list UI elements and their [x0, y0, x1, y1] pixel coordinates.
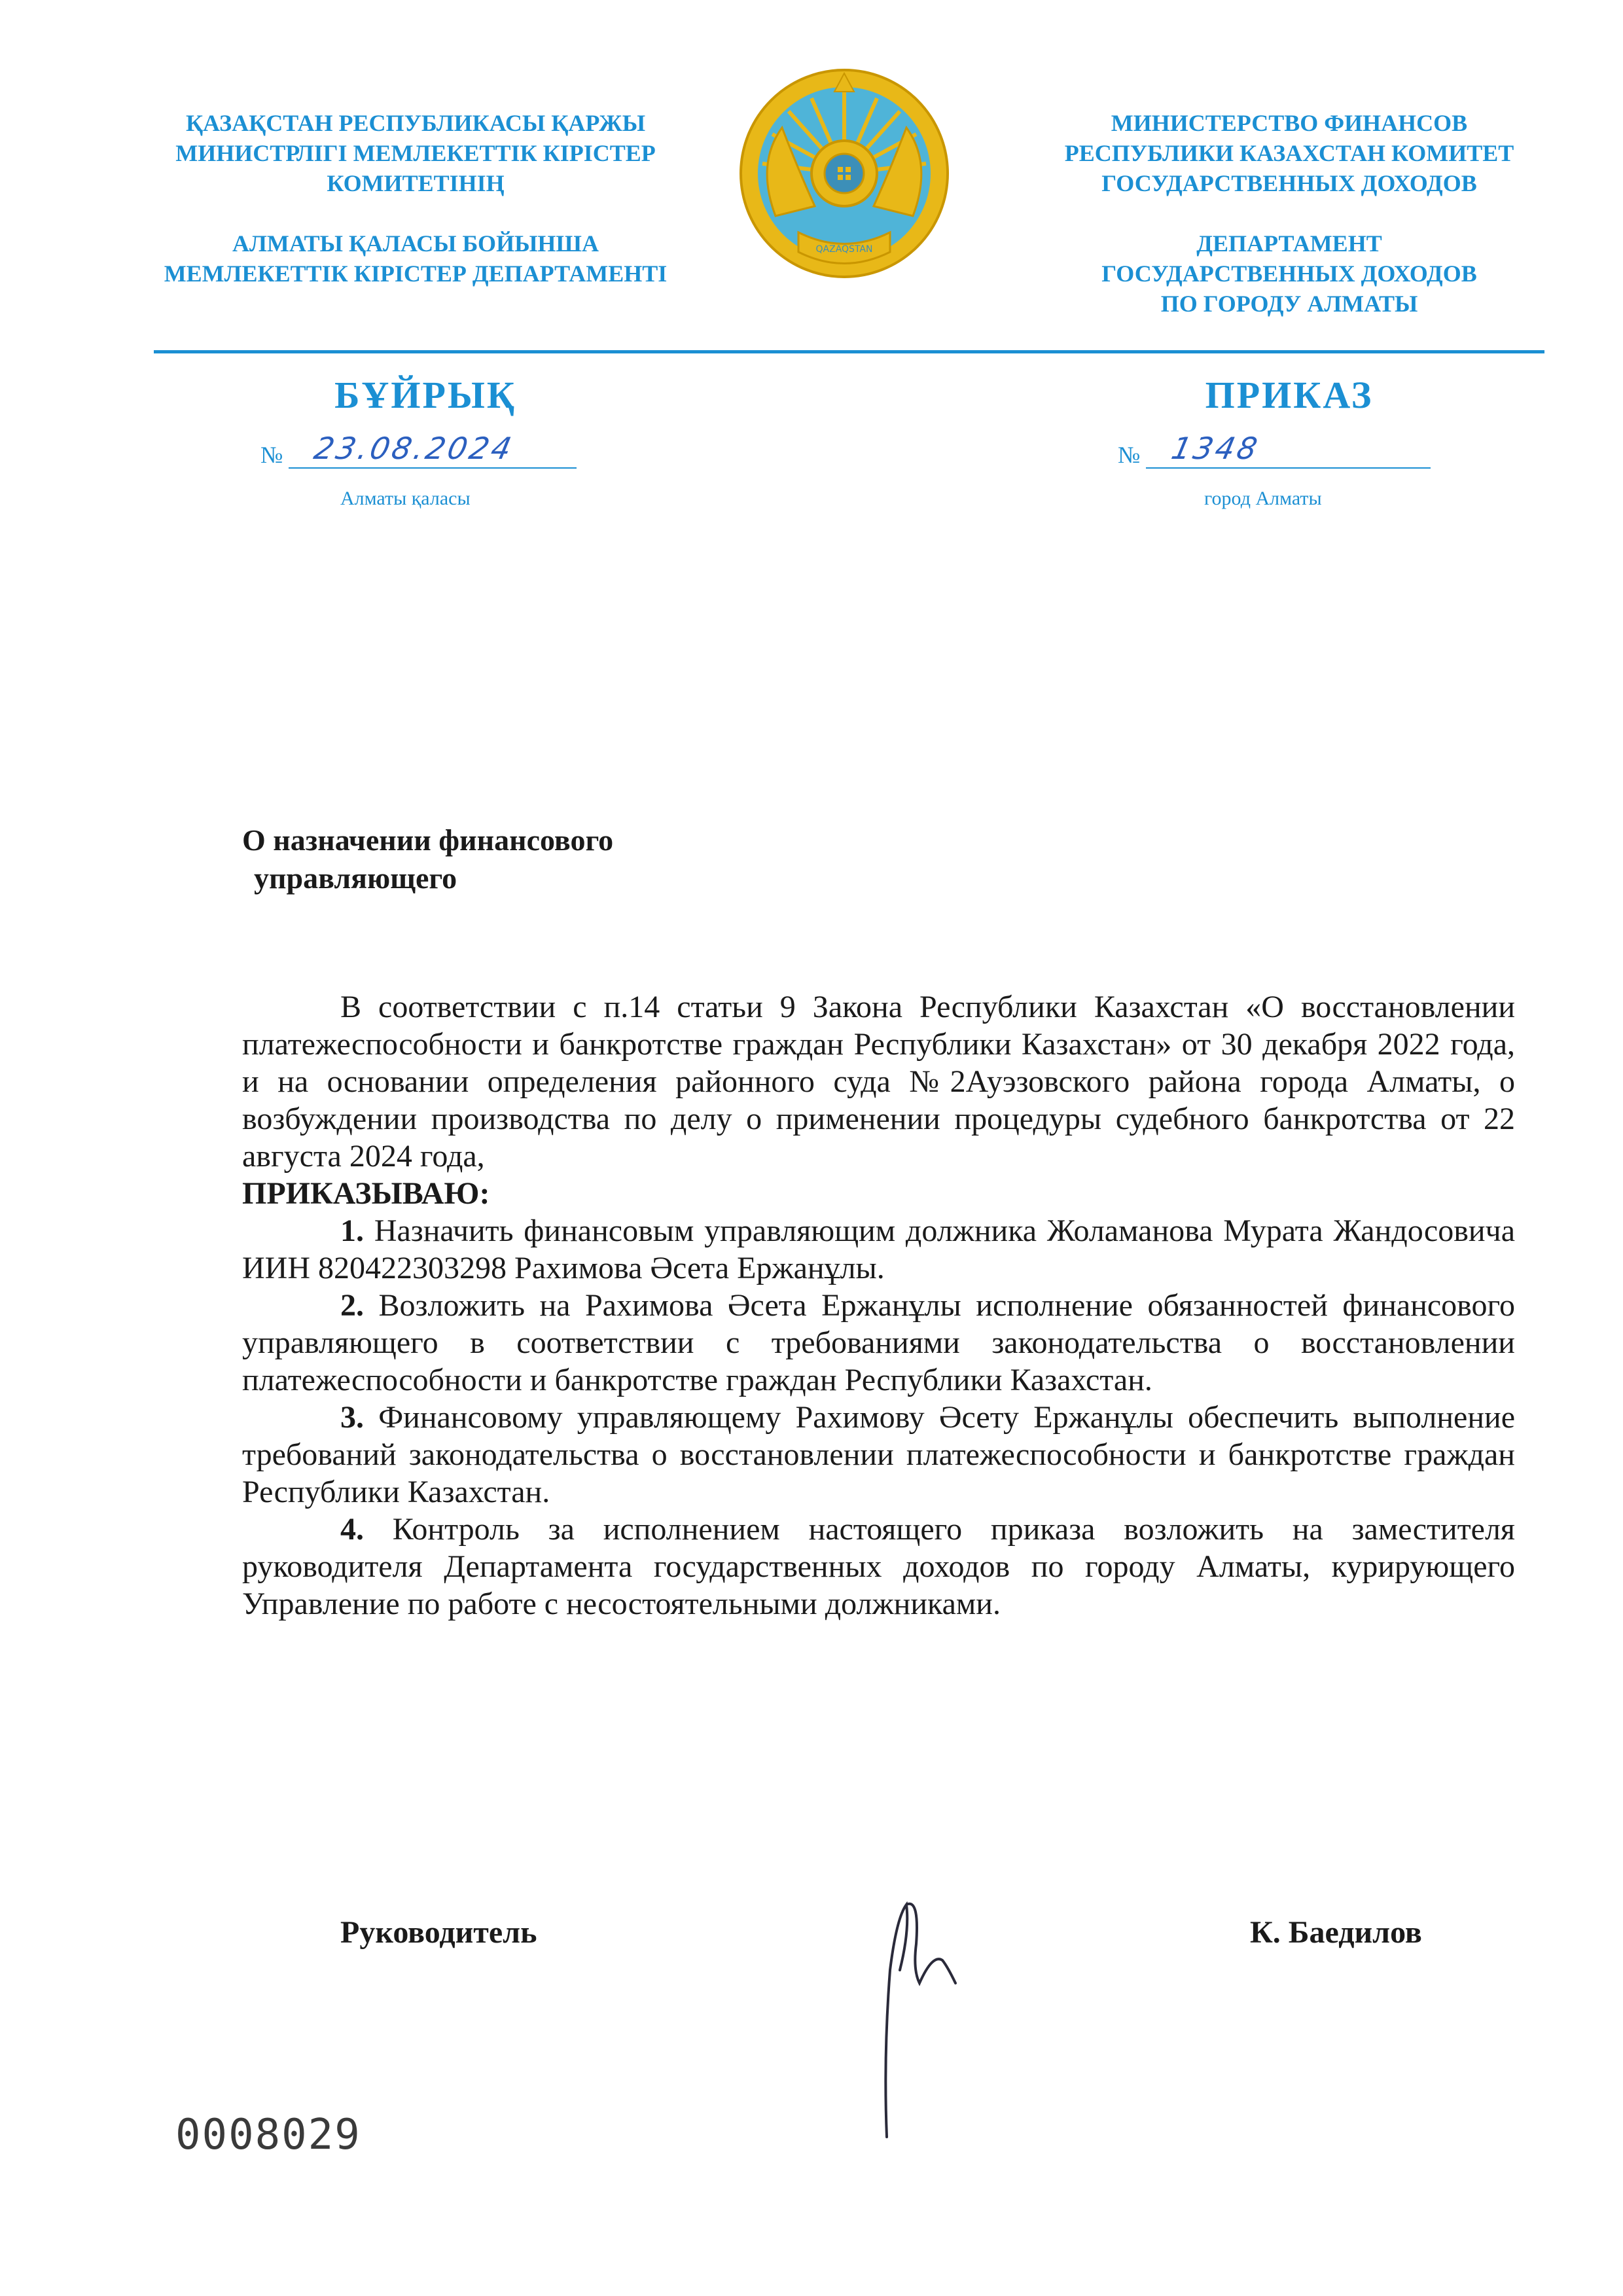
- subject-line: О назначении финансового: [242, 823, 614, 857]
- item-number: 1.: [340, 1213, 364, 1248]
- order-item: [242, 1511, 1515, 1623]
- header-left-line: МЕМЛЕКЕТТІК КІРІСТЕР ДЕПАРТАМЕНТІ: [164, 260, 668, 287]
- order-number-field: [1118, 431, 1431, 469]
- emblem-text: QAZAQSTAN: [815, 244, 873, 255]
- directive: ПРИКАЗЫВАЮ:: [242, 1176, 490, 1211]
- order-item: [242, 1399, 1515, 1511]
- preamble-paragraph: В соответствии с п.14 статьи 9 Закона Республики Казахстан «О восстановлении платежеспособности и банкротстве граждан Республики Казахстан» от 30 декабря 2022 года, и на основании определения районного суда №2Ауэзовского района города Алматы, о возбуждении производства по делу о применении процедуры судебного банкротства от 22 августа 2024 года,: [242, 990, 1515, 1174]
- header-right-ru: [1034, 108, 1544, 319]
- item-text: Назначить финансовым управляющим должника Жоламанова Мурата Жандосовича ИИН 820422303298 Рахимова Әсета Ержанұлы.: [242, 1213, 1516, 1285]
- handwritten-number: 1348: [1168, 431, 1264, 466]
- header-right-line: МИНИСТЕРСТВО ФИНАНСОВ: [1111, 110, 1468, 136]
- signatory-title: Руководитель: [340, 1915, 537, 1950]
- order-subject: [242, 821, 613, 897]
- item-text: Возложить на Рахимова Әсета Ержанұлы исполнение обязанностей финансового управляющего в соответствии с требованиями законодательства о восстановлении платежеспособности и банкротстве граждан Республики Казахстан.: [242, 1288, 1516, 1397]
- order-item: [242, 1212, 1515, 1287]
- item-number: 3.: [340, 1400, 364, 1435]
- document-serial-number: 0008029: [175, 2111, 361, 2159]
- header-left-line: ҚАЗАҚСТАН РЕСПУБЛИКАСЫ ҚАРЖЫ: [185, 110, 646, 136]
- header-left-line: МИНИСТРЛІГІ МЕМЛЕКЕТТІК КІРІСТЕР: [175, 140, 656, 166]
- signatory-name: К. Баедилов: [1250, 1915, 1422, 1950]
- header-right-line: РЕСПУБЛИКИ КАЗАХСТАН КОМИТЕТ: [1064, 140, 1514, 166]
- number-sign: №: [260, 442, 283, 468]
- number-sign: №: [1118, 442, 1141, 468]
- header-right-line: ГОСУДАРСТВЕННЫХ ДОХОДОВ: [1101, 260, 1477, 287]
- item-text: Контроль за исполнением настоящего приказа возложить на заместителя руководителя Департамента государственных доходов по городу Алматы, курирующего Управление по работе с несостоятельными должниками.: [242, 1512, 1516, 1621]
- header-right-line: ГОСУДАРСТВЕННЫХ ДОХОДОВ: [1101, 170, 1477, 196]
- order-item: [242, 1287, 1515, 1399]
- header-left-kz: [128, 108, 704, 289]
- header-separator: [154, 350, 1544, 353]
- subject-line: управляющего: [254, 861, 457, 895]
- order-number-line: [1146, 431, 1431, 469]
- header-right-line: ДЕПАРТАМЕНТ: [1196, 230, 1382, 257]
- header-right-line: ПО ГОРОДУ АЛМАТЫ: [1160, 291, 1418, 317]
- item-number: 4.: [340, 1512, 364, 1547]
- item-number: 2.: [340, 1288, 364, 1323]
- item-text: Финансовому управляющему Рахимову Әсету Ержанұлы обеспечить выполнение требований законодательства о восстановлении платежеспособности и банкротстве граждан Республики Казахстан.: [242, 1400, 1516, 1509]
- order-date-field: [260, 431, 577, 469]
- state-emblem-icon: [736, 65, 952, 288]
- order-title-ru: ПРИКАЗ: [1205, 374, 1374, 416]
- city-ru: город Алматы: [1204, 488, 1322, 509]
- handwritten-signature: [870, 1892, 982, 2140]
- city-kz: Алматы қаласы: [340, 488, 471, 509]
- order-title-kz: БҰЙРЫҚ: [334, 374, 516, 416]
- handwritten-date: 23.08.2024: [311, 431, 518, 466]
- header-left-line: КОМИТЕТІНІҢ: [327, 170, 505, 196]
- order-body: [242, 988, 1515, 1623]
- order-date-line: [289, 431, 577, 469]
- header-left-line: АЛМАТЫ ҚАЛАСЫ БОЙЫНША: [232, 230, 599, 257]
